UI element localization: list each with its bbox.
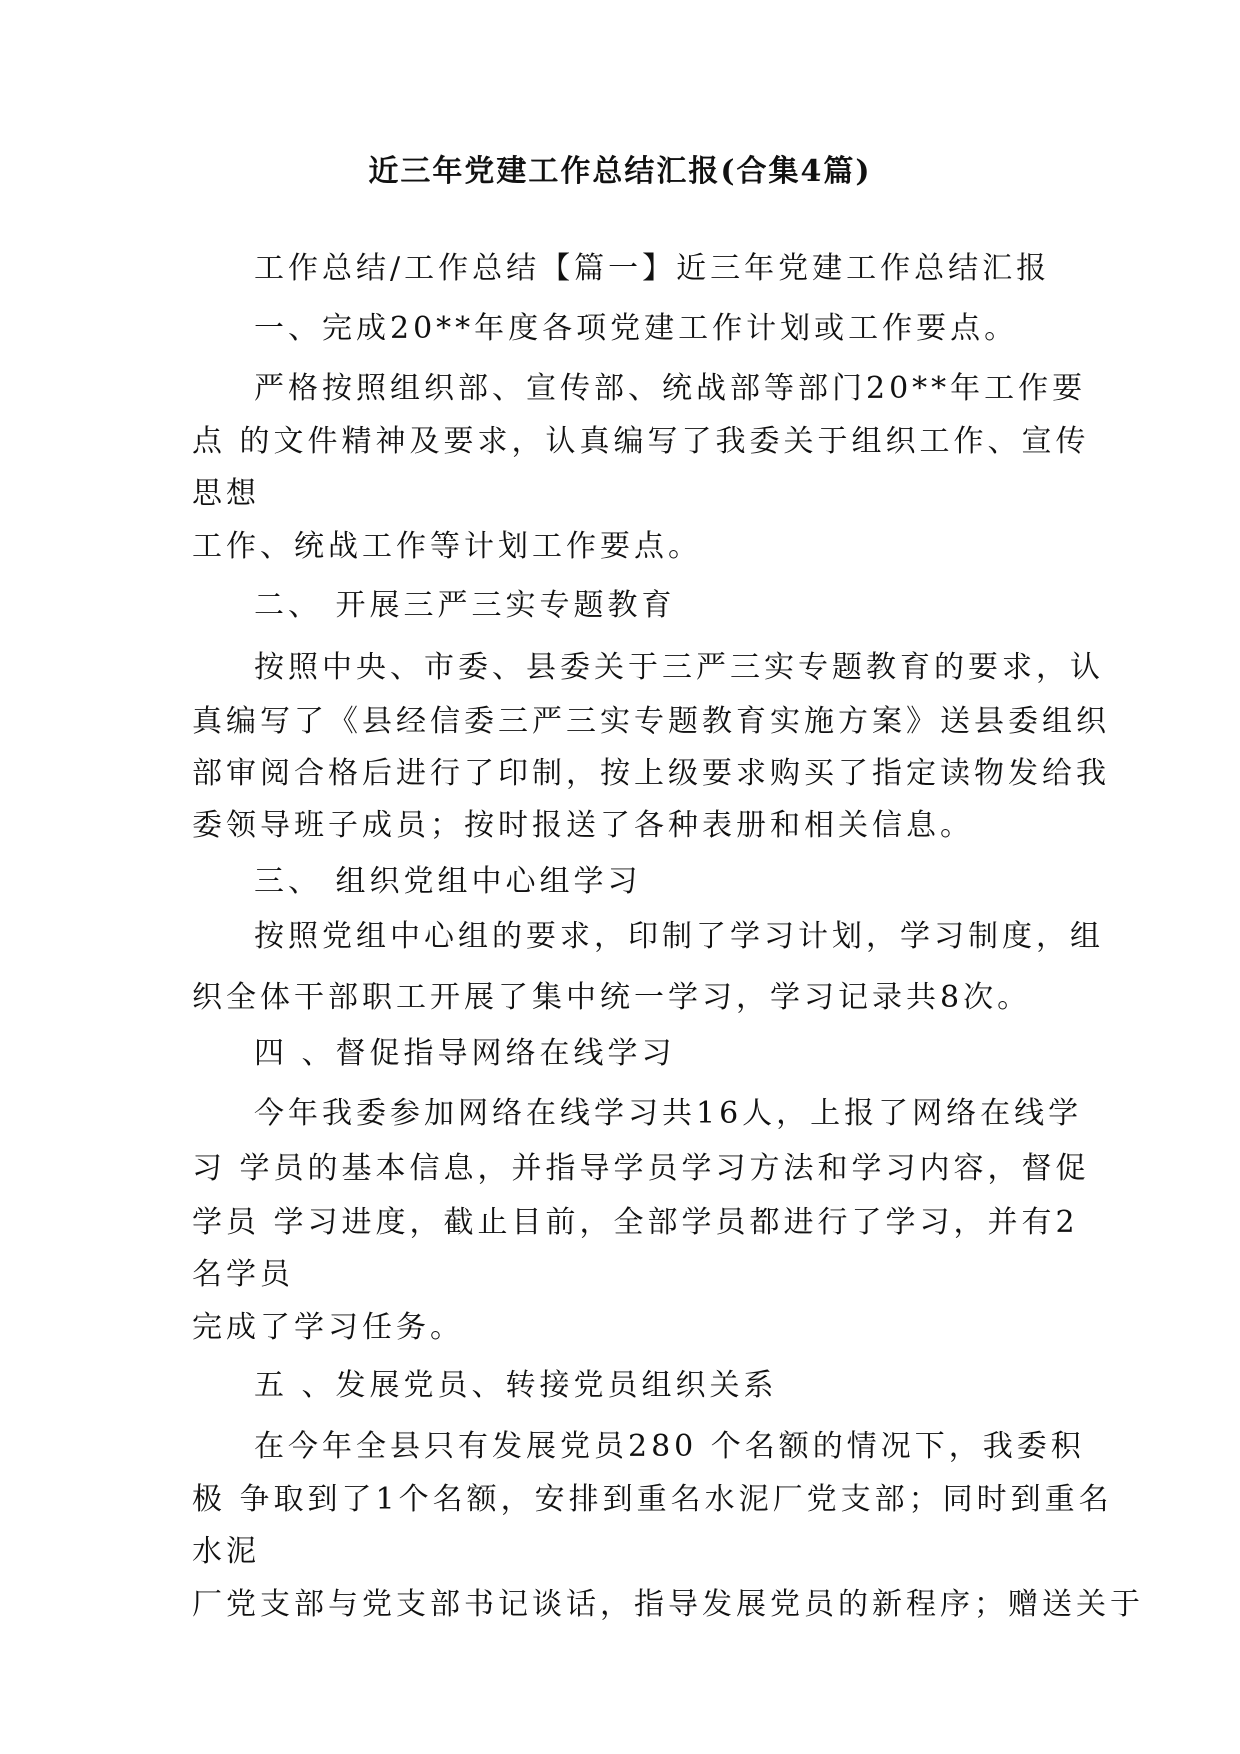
paragraph-line: 完成了学习任务。 — [192, 1310, 464, 1345]
paragraph-line: 名学员 — [192, 1257, 294, 1292]
paragraph-line: 四 、督促指导网络在线学习 — [254, 1036, 676, 1071]
paragraph-line: 工作、统战工作等计划工作要点。 — [192, 529, 702, 564]
paragraph-line: 一、完成20**年度各项党建工作计划或工作要点。 — [254, 311, 1019, 346]
paragraph-line: 点 的文件精神及要求，认真编写了我委关于组织工作、宣传 — [192, 424, 1090, 459]
paragraph-line: 今年我委参加网络在线学习共16人，上报了网络在线学 — [254, 1096, 1083, 1131]
paragraph-line: 严格按照组织部、宣传部、统战部等部门20**年工作要 — [254, 371, 1087, 406]
paragraph-line: 厂党支部与党支部书记谈话，指导发展党员的新程序；赠送关于 — [192, 1587, 1144, 1622]
paragraph-line: 织全体干部职工开展了集中统一学习，学习记录共8次。 — [192, 980, 1032, 1015]
paragraph-line: 真编写了《县经信委三严三实专题教育实施方案》送县委组织 — [192, 704, 1110, 739]
paragraph-line: 在今年全县只有发展党员280 个名额的情况下，我委积 — [254, 1429, 1085, 1464]
paragraph-line: 二、 开展三严三实专题教育 — [254, 588, 676, 623]
paragraph-line: 按照中央、市委、县委关于三严三实专题教育的要求，认 — [254, 650, 1104, 685]
paragraph-line: 五 、发展党员、转接党员组织关系 — [254, 1368, 778, 1403]
paragraph-line: 水泥 — [192, 1534, 260, 1569]
paragraph-line: 习 学员的基本信息，并指导学员学习方法和学习内容，督促 — [192, 1151, 1090, 1186]
paragraph-line: 委领导班子成员；按时报送了各种表册和相关信息。 — [192, 808, 974, 843]
paragraph-line: 思想 — [192, 476, 260, 511]
document-title: 近三年党建工作总结汇报(合集4篇) — [368, 154, 872, 189]
paragraph-line: 极 争取到了1个名额，安排到重名水泥厂党支部；同时到重名 — [192, 1482, 1113, 1517]
paragraph-line: 工作总结/工作总结【篇一】近三年党建工作总结汇报 — [254, 251, 1051, 286]
paragraph-line: 按照党组中心组的要求，印制了学习计划，学习制度，组 — [254, 919, 1104, 954]
paragraph-line: 学员 学习进度，截止目前，全部学员都进行了学习，并有2 — [192, 1205, 1079, 1240]
paragraph-line: 三、 组织党组中心组学习 — [254, 864, 642, 899]
paragraph-line: 部审阅合格后进行了印制，按上级要求购买了指定读物发给我 — [192, 756, 1110, 791]
